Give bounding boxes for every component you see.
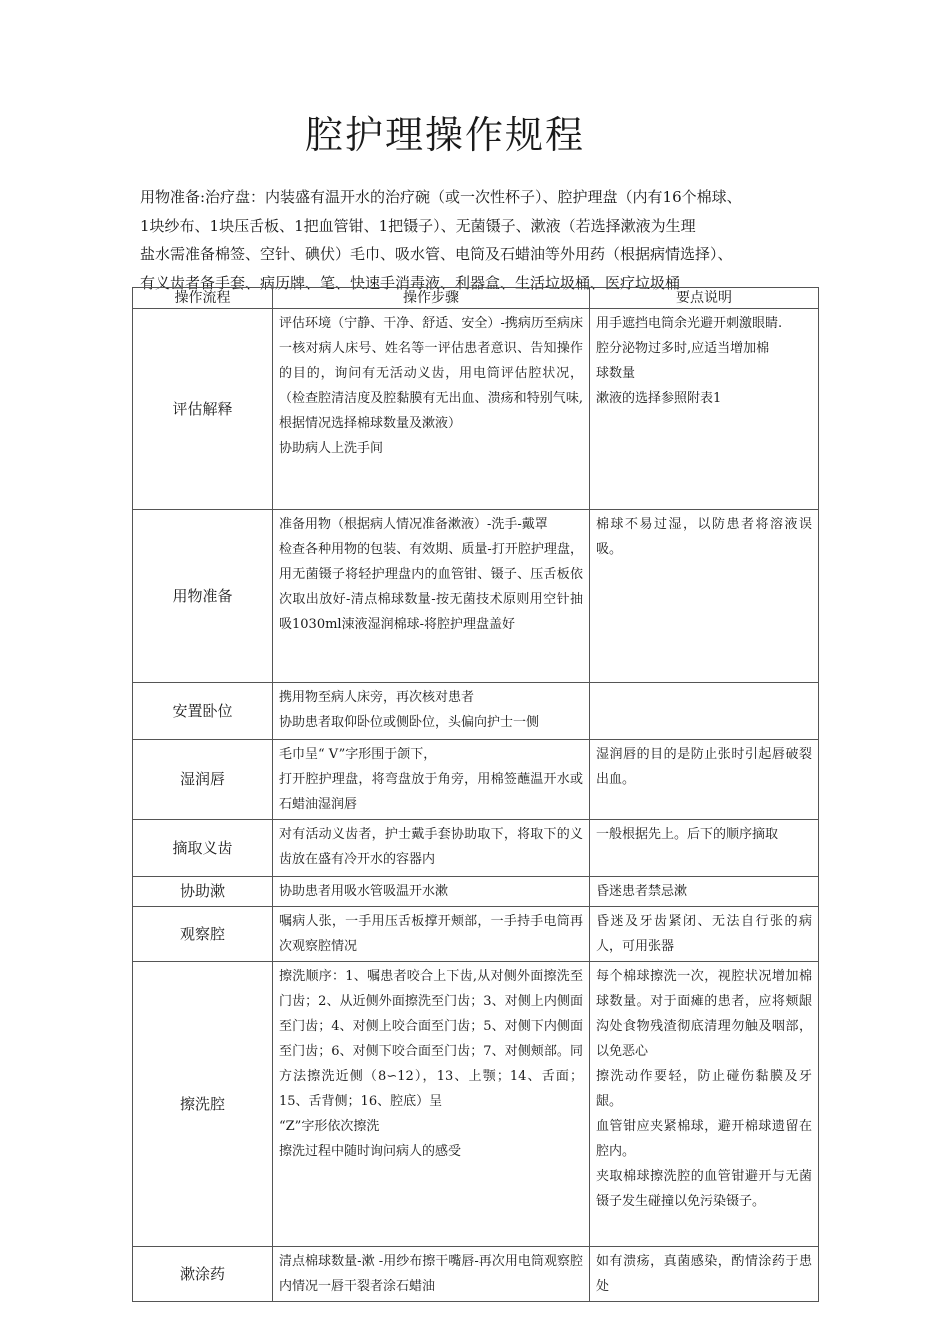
steps-cell [273,740,590,820]
flow-cell: 湿润唇 [133,740,273,820]
supplies-preparation [140,183,820,297]
steps-cell [273,1247,590,1302]
step-text: 清点棉球数量-漱 -用纱布擦干嘴唇-再次用电筒观察腔内情况一唇干裂者涂石蜡油 [279,1254,583,1294]
notes-cell [590,907,819,962]
flow-cell: 漱涂药 [133,1247,273,1302]
step-text: 评估环境（宁静、干净、舒适、安全）-携病历至病床一核对病人床号、姓名等一评估患者意识、告知操作的目的，询问有无活动义齿，用电筒评估腔状况，（检查腔清洁度及腔黏膜有无出血、溃疡和特别气味,根据情况选择棉球数量及漱液） [279,316,583,431]
notes-cell [590,683,819,740]
steps-cell [273,962,590,1247]
flow-cell: 摘取义齿 [133,820,273,877]
notes-cell [590,962,819,1247]
note-text: 一般根据先上。后下的顺序摘取 [596,827,779,842]
procedure-table [132,287,819,1302]
prep-line: 用物准备:治疗盘：内装盛有温开水的治疗碗（或一次性杯子）、腔护理盘（内有16个棉球、 [140,188,742,206]
step-text: 检查各种用物的包装、有效期、质量-打开腔护理盘，用无菌镊子将轻护理盘内的血管钳、镊子、压舌板依次取出放好-清点棉球数量-按无菌技术原则用空针抽吸1030ml涑液湿润棉球-将腔护理盘盖好 [279,542,583,632]
note-text: 如有溃疡，真菌感染，酌情涂药于患处 [596,1254,812,1294]
header-notes: 要点说明 [590,288,819,309]
table-row [133,309,819,510]
table-row [133,1247,819,1302]
step-text: 对有活动义齿者，护士戴手套协助取下，将取下的义齿放在盛有冷开水的容器内 [279,827,583,867]
flow-cell: 评估解释 [133,309,273,510]
table-row [133,820,819,877]
table-row [133,740,819,820]
table-row [133,962,819,1247]
flow-cell: 协助漱 [133,877,273,907]
step-text: 协助病人上洗手间 [279,441,384,456]
notes-cell [590,309,819,510]
table-row [133,683,819,740]
note-text: 昏迷及牙齿紧闭、无法自行张的病人，可用张器 [596,914,812,954]
document-title: 腔护理操作规程 [304,113,585,157]
note-text: 每个棉球擦洗一次，视腔状况增加棉球数量。对于面瘫的患者，应将颊龈沟处食物残渣彻底清理勿触及咽部，以免恶心 [596,969,812,1059]
note-text: 用手遮挡电筒余光避开刺激眼睛. [596,316,783,331]
flow-cell: 擦洗腔 [133,962,273,1247]
steps-cell [273,309,590,510]
step-text: “Z”字形依次擦洗 [279,1119,380,1134]
prep-line: 1块纱布、1块压舌板、1把血管钳、1把镊子）、无菌镊子、漱液（若选择漱液为生理 [140,216,696,235]
steps-cell [273,877,590,907]
header-flow: 操作流程 [133,288,273,309]
flow-cell: 观察腔 [133,907,273,962]
note-text: 擦洗动作要轻，防止碰伤黏膜及牙龈。 [596,1069,812,1109]
note-text: 湿润唇的目的是防止张时引起唇破裂出血。 [596,747,812,787]
note-text: 球数量 [596,366,636,381]
step-text: 准备用物（根据病人情况准备漱液）-洗手-戴罩 [279,517,548,532]
step-text: 协助患者取仰卧位或侧卧位，头偏向护士一侧 [279,715,540,730]
note-text: 夹取棉球擦洗腔的血管钳避开与无菌镊子发生碰撞以免污染镊子。 [596,1169,812,1209]
note-text: 血管钳应夹紧棉球，避开棉球遗留在腔内。 [596,1119,812,1159]
notes-cell [590,1247,819,1302]
note-text: 昏迷患者禁忌漱 [596,884,688,899]
step-text: 携用物至病人床旁，再次核对患者 [279,690,475,705]
notes-cell [590,740,819,820]
note-text: 棉球不易过湿，以防患者将溶液误吸。 [596,517,812,557]
prep-line: 有义齿者备手套、病历牌、笔、快速手消毒液、利器盒、生活垃圾桶、医疗垃圾桶 [140,273,681,292]
step-text: 毛巾呈“ V”字形围于颌下， [279,747,437,762]
table-header-row [133,288,819,309]
step-text: 协助患者用吸水管吸温开水漱 [279,884,449,899]
steps-cell [273,907,590,962]
notes-cell [590,820,819,877]
header-steps: 操作步骤 [273,288,590,309]
step-text: 嘱病人张，一手用压舌板撑开颊部，一手持手电筒再次观察腔情况 [279,914,583,954]
step-text: 擦洗过程中随时询问病人的感受 [279,1144,462,1159]
step-text: 打开腔护理盘，将弯盘放于角旁，用棉签蘸温开水或石蜡油湿润唇 [279,772,583,812]
steps-cell [273,683,590,740]
table-row [133,877,819,907]
notes-cell [590,877,819,907]
table-row [133,510,819,683]
steps-cell [273,510,590,683]
notes-cell [590,510,819,683]
steps-cell [273,820,590,877]
note-text: 漱液的选择参照附表1 [596,391,722,406]
prep-line: 盐水需准备棉签、空针、碘伏）毛巾、吸水管、电筒及石蜡油等外用药（根据病情选择）、 [140,245,733,264]
step-text: 擦洗顺序：1、嘱患者咬合上下齿,从对侧外面擦洗至门齿；2、从近侧外面擦洗至门齿；3、对侧上内侧面至门齿；4、对侧上咬合面至门齿；5、对侧下内侧面至门齿；6、对侧下咬合面至门齿；7、对侧颊部。同方法擦洗近侧（8∽12），13、上颚；14、舌面；15、舌背侧；16、腔底）呈 [279,969,583,1109]
note-text: 腔分泌物过多时,应适当增加棉 [596,341,770,356]
table-row [133,907,819,962]
flow-cell: 安置卧位 [133,683,273,740]
flow-cell: 用物准备 [133,510,273,683]
